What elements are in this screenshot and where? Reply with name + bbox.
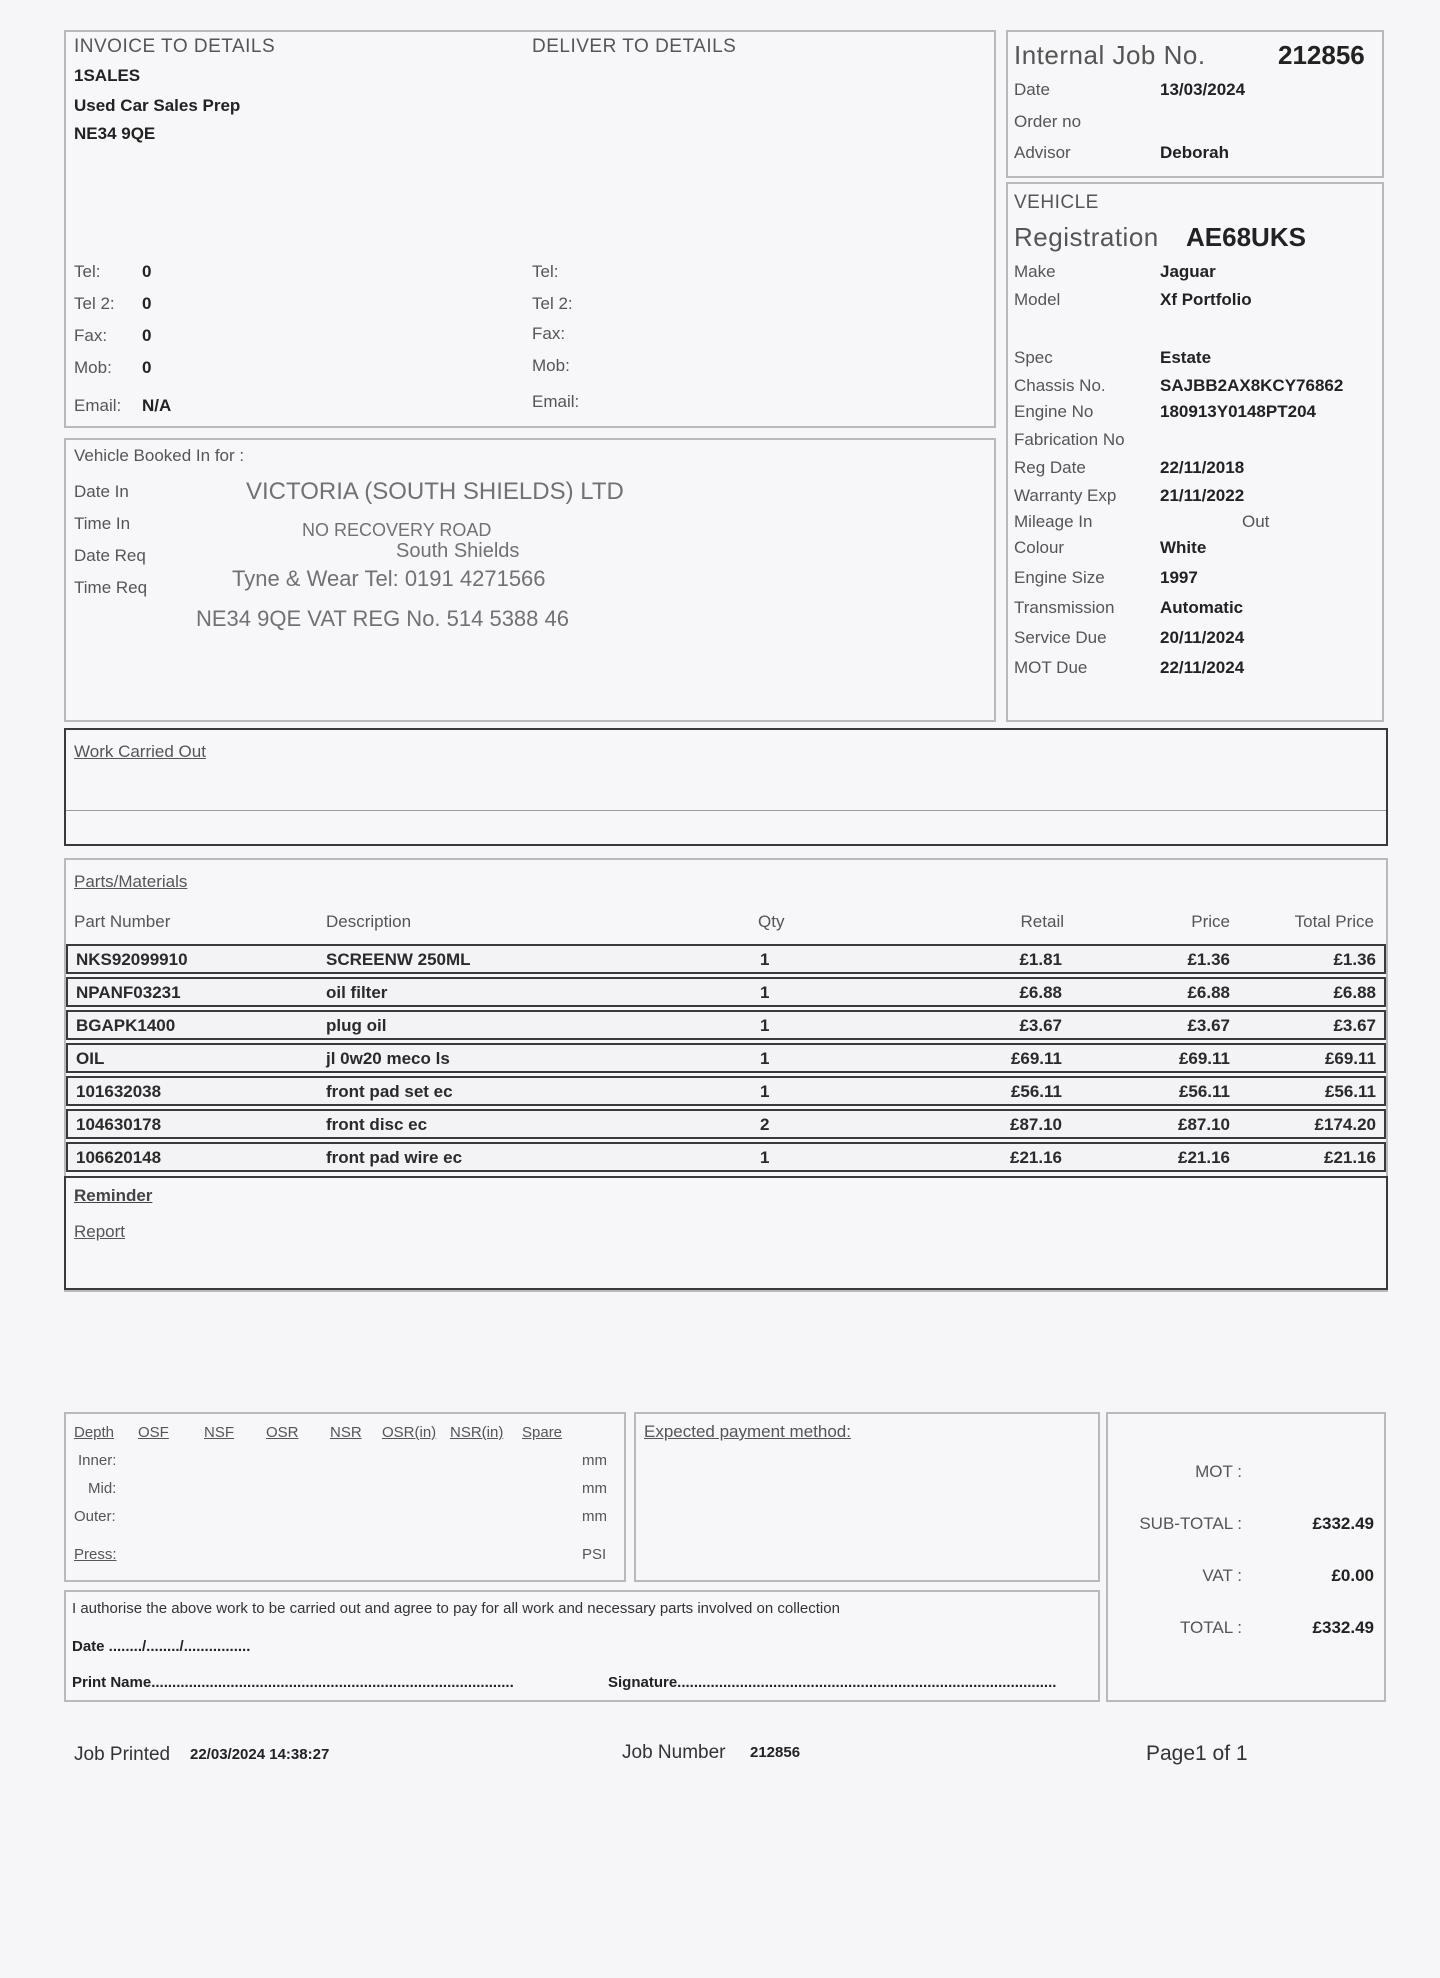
job-printed-value: 22/03/2024 14:38:27 bbox=[190, 1746, 330, 1763]
invoice-to-line1: 1SALES bbox=[74, 66, 141, 85]
stamp-line5: NE34 9QE VAT REG No. 514 5388 46 bbox=[196, 606, 569, 631]
invoice-tel2-value: 0 bbox=[142, 294, 152, 313]
vat-label: VAT : bbox=[1202, 1566, 1242, 1585]
mot-due-label: MOT Due bbox=[1014, 658, 1088, 677]
tyre-inner-label: Inner: bbox=[78, 1452, 117, 1469]
advisor-label: Advisor bbox=[1014, 143, 1071, 162]
reminder-heading: Reminder bbox=[74, 1186, 153, 1205]
invoice-fax-value: 0 bbox=[142, 326, 152, 345]
tyre-osr-label: OSR bbox=[266, 1424, 299, 1441]
invoice-tel2-label: Tel 2: bbox=[74, 294, 115, 313]
table-row bbox=[66, 1142, 1386, 1172]
total-value: £332.49 bbox=[1312, 1618, 1374, 1637]
job-printed-label: Job Printed bbox=[74, 1744, 171, 1765]
part-retail: £87.10 bbox=[1010, 1115, 1062, 1134]
table-row bbox=[66, 1043, 1386, 1073]
part-retail: £3.67 bbox=[1019, 1016, 1062, 1035]
table-row bbox=[66, 977, 1386, 1007]
deliver-email-label: Email: bbox=[532, 392, 580, 411]
invoice-to-line2: Used Car Sales Prep bbox=[74, 96, 241, 115]
part-total: £3.67 bbox=[1333, 1016, 1376, 1035]
parts-heading: Parts/Materials bbox=[74, 872, 188, 891]
tyre-outer-unit: mm bbox=[582, 1508, 607, 1525]
part-number: 104630178 bbox=[76, 1115, 162, 1134]
registration-label: Registration bbox=[1014, 222, 1159, 252]
part-retail: £56.11 bbox=[1010, 1082, 1062, 1101]
part-total: £56.11 bbox=[1324, 1082, 1376, 1101]
part-number: 106620148 bbox=[76, 1148, 162, 1167]
invoice-tel-label: Tel: bbox=[74, 262, 101, 281]
part-description: front pad wire ec bbox=[326, 1148, 463, 1167]
total-label: TOTAL : bbox=[1179, 1618, 1242, 1637]
authorisation-date: Date ......../......../................ bbox=[72, 1638, 251, 1655]
stamp-line2: NO RECOVERY ROAD bbox=[302, 520, 492, 540]
part-number: OIL bbox=[76, 1049, 105, 1068]
mot-due-value: 22/11/2024 bbox=[1160, 658, 1245, 677]
spec-label: Spec bbox=[1014, 348, 1053, 367]
work-carried-out-box bbox=[64, 728, 1388, 846]
col-description: Description bbox=[326, 912, 412, 931]
authorisation-text: I authorise the above work to be carried out and agree to pay for all work and necessary parts involved on collection bbox=[72, 1600, 840, 1617]
part-price: £69.11 bbox=[1178, 1049, 1230, 1068]
subtotal-label: SUB-TOTAL : bbox=[1139, 1514, 1242, 1533]
make-value: Jaguar bbox=[1160, 262, 1216, 281]
part-total: £6.88 bbox=[1333, 983, 1376, 1002]
stamp-line4: Tyne & Wear Tel: 0191 4271566 bbox=[232, 566, 546, 591]
table-row bbox=[66, 944, 1386, 974]
part-total: £1.36 bbox=[1333, 950, 1376, 969]
page-number: Page1 of 1 bbox=[1146, 1742, 1248, 1765]
part-qty: 1 bbox=[760, 983, 770, 1002]
job-date-label: Date bbox=[1014, 80, 1050, 99]
col-qty: Qty bbox=[758, 912, 785, 931]
payment-heading: Expected payment method: bbox=[644, 1422, 851, 1441]
work-carried-out-heading: Work Carried Out bbox=[74, 742, 206, 761]
invoice-email-value: N/A bbox=[142, 396, 172, 415]
stamp-line3: South Shields bbox=[396, 540, 520, 562]
tyre-nsr-label: NSR bbox=[330, 1424, 362, 1441]
advisor-value: Deborah bbox=[1160, 143, 1229, 162]
tyre-press-label: Press: bbox=[74, 1546, 117, 1563]
part-retail: £1.81 bbox=[1019, 950, 1062, 969]
invoice-mob-label: Mob: bbox=[74, 358, 112, 377]
vehicle-heading: VEHICLE bbox=[1014, 192, 1099, 213]
reg-date-label: Reg Date bbox=[1014, 458, 1086, 477]
invoice-tel-value: 0 bbox=[142, 262, 152, 281]
part-qty: 1 bbox=[760, 950, 770, 969]
col-price: Price bbox=[1191, 912, 1230, 931]
table-row bbox=[66, 1109, 1386, 1139]
print-name-line: Print Name....................................................................................... bbox=[72, 1674, 514, 1691]
reminder-box bbox=[64, 1176, 1388, 1290]
time-req-label: Time Req bbox=[74, 578, 148, 597]
tyre-osf-label: OSF bbox=[138, 1424, 169, 1441]
col-part-number: Part Number bbox=[74, 912, 171, 931]
work-line bbox=[66, 810, 1386, 811]
part-number: BGAPK1400 bbox=[76, 1016, 176, 1035]
invoice-to-heading: INVOICE TO DETAILS bbox=[74, 36, 276, 57]
part-number: NKS92099910 bbox=[76, 950, 188, 969]
part-price: £1.36 bbox=[1187, 950, 1230, 969]
part-description: oil filter bbox=[326, 983, 388, 1002]
col-retail: Retail bbox=[1020, 912, 1064, 931]
tyre-nsf-label: NSF bbox=[204, 1424, 234, 1441]
service-due-label: Service Due bbox=[1014, 628, 1107, 647]
part-retail: £6.88 bbox=[1019, 983, 1062, 1002]
col-total-price: Total Price bbox=[1294, 912, 1374, 931]
part-qty: 1 bbox=[760, 1016, 770, 1035]
invoice-mob-value: 0 bbox=[142, 358, 152, 377]
tyre-mid-label: Mid: bbox=[88, 1480, 117, 1497]
engine-no-label: Engine No bbox=[1014, 402, 1094, 421]
warranty-label: Warranty Exp bbox=[1014, 486, 1117, 505]
job-number-footer-value: 212856 bbox=[750, 1744, 801, 1761]
part-price: £3.67 bbox=[1187, 1016, 1230, 1035]
tyre-nsr-in-label: NSR(in) bbox=[450, 1424, 504, 1441]
part-price: £21.16 bbox=[1178, 1148, 1230, 1167]
part-total: £69.11 bbox=[1324, 1049, 1376, 1068]
booked-in-heading: Vehicle Booked In for : bbox=[74, 446, 245, 465]
tyre-spare-label: Spare bbox=[522, 1424, 563, 1441]
job-number-footer-label: Job Number bbox=[622, 1742, 726, 1763]
model-value: Xf Portfolio bbox=[1160, 290, 1252, 309]
part-number: 101632038 bbox=[76, 1082, 162, 1101]
warranty-value: 21/11/2022 bbox=[1160, 486, 1245, 505]
totals-box bbox=[1106, 1412, 1386, 1702]
tyre-mid-unit: mm bbox=[582, 1480, 607, 1497]
model-label: Model bbox=[1014, 290, 1061, 309]
part-qty: 1 bbox=[760, 1148, 770, 1167]
engine-size-label: Engine Size bbox=[1014, 568, 1105, 587]
mileage-out-label: Out bbox=[1242, 512, 1270, 531]
engine-no-value: 180913Y0148PT204 bbox=[1160, 402, 1316, 421]
part-number: NPANF03231 bbox=[76, 983, 181, 1002]
tyre-outer-label: Outer: bbox=[74, 1508, 116, 1525]
part-qty: 2 bbox=[760, 1115, 770, 1134]
order-no-label: Order no bbox=[1014, 112, 1082, 131]
part-total: £21.16 bbox=[1324, 1148, 1376, 1167]
mot-total-label: MOT : bbox=[1195, 1462, 1242, 1481]
transmission-value: Automatic bbox=[1160, 598, 1244, 617]
fabrication-label: Fabrication No bbox=[1014, 430, 1125, 449]
colour-value: White bbox=[1160, 538, 1207, 557]
part-total: £174.20 bbox=[1314, 1115, 1376, 1134]
service-due-value: 20/11/2024 bbox=[1160, 628, 1245, 647]
tyre-osr-in-label: OSR(in) bbox=[382, 1424, 437, 1441]
part-price: £56.11 bbox=[1178, 1082, 1230, 1101]
colour-label: Colour bbox=[1014, 538, 1065, 557]
part-description: front disc ec bbox=[326, 1115, 428, 1134]
customer-details-box bbox=[64, 30, 996, 428]
part-retail: £69.11 bbox=[1010, 1049, 1062, 1068]
chassis-value: SAJBB2AX8KCY76862 bbox=[1160, 376, 1344, 395]
registration-value: AE68UKS bbox=[1186, 222, 1306, 252]
tyre-depth-label: Depth bbox=[74, 1424, 115, 1441]
invoice-to-line3: NE34 9QE bbox=[74, 124, 156, 143]
part-qty: 1 bbox=[760, 1049, 770, 1068]
tyre-press-unit: PSI bbox=[582, 1546, 607, 1563]
reg-date-value: 22/11/2018 bbox=[1160, 458, 1245, 477]
spec-value: Estate bbox=[1160, 348, 1212, 367]
part-description: jl 0w20 meco ls bbox=[326, 1049, 450, 1068]
part-price: £6.88 bbox=[1187, 983, 1230, 1002]
deliver-fax-label: Fax: bbox=[532, 324, 566, 343]
part-qty: 1 bbox=[760, 1082, 770, 1101]
part-price: £87.10 bbox=[1178, 1115, 1230, 1134]
engine-size-value: 1997 bbox=[1160, 568, 1198, 587]
part-description: plug oil bbox=[326, 1016, 387, 1035]
stamp-line1: VICTORIA (SOUTH SHIELDS) LTD bbox=[246, 478, 624, 505]
deliver-tel2-label: Tel 2: bbox=[532, 294, 573, 313]
transmission-label: Transmission bbox=[1014, 598, 1115, 617]
table-row bbox=[66, 1010, 1386, 1040]
time-in-label: Time In bbox=[74, 514, 131, 533]
job-number-title: Internal Job No. bbox=[1014, 40, 1206, 70]
job-date-value: 13/03/2024 bbox=[1160, 80, 1246, 99]
deliver-to-heading: DELIVER TO DETAILS bbox=[532, 36, 737, 57]
deliver-tel-label: Tel: bbox=[532, 262, 559, 281]
part-description: SCREENW 250ML bbox=[326, 950, 471, 969]
deliver-mob-label: Mob: bbox=[532, 356, 570, 375]
invoice-fax-label: Fax: bbox=[74, 326, 108, 345]
invoice-email-label: Email: bbox=[74, 396, 122, 415]
date-in-label: Date In bbox=[74, 482, 129, 501]
job-number-value: 212856 bbox=[1278, 40, 1365, 70]
date-req-label: Date Req bbox=[74, 546, 146, 565]
mileage-in-label: Mileage In bbox=[1014, 512, 1093, 531]
report-heading: Report bbox=[74, 1222, 126, 1241]
part-retail: £21.16 bbox=[1010, 1148, 1062, 1167]
subtotal-value: £332.49 bbox=[1312, 1514, 1374, 1533]
make-label: Make bbox=[1014, 262, 1056, 281]
vat-value: £0.00 bbox=[1331, 1566, 1374, 1585]
part-description: front pad set ec bbox=[326, 1082, 453, 1101]
signature-line: Signature........................................................................................... bbox=[608, 1674, 1057, 1691]
chassis-label: Chassis No. bbox=[1014, 376, 1106, 395]
table-row bbox=[66, 1076, 1386, 1106]
tyre-inner-unit: mm bbox=[582, 1452, 607, 1469]
